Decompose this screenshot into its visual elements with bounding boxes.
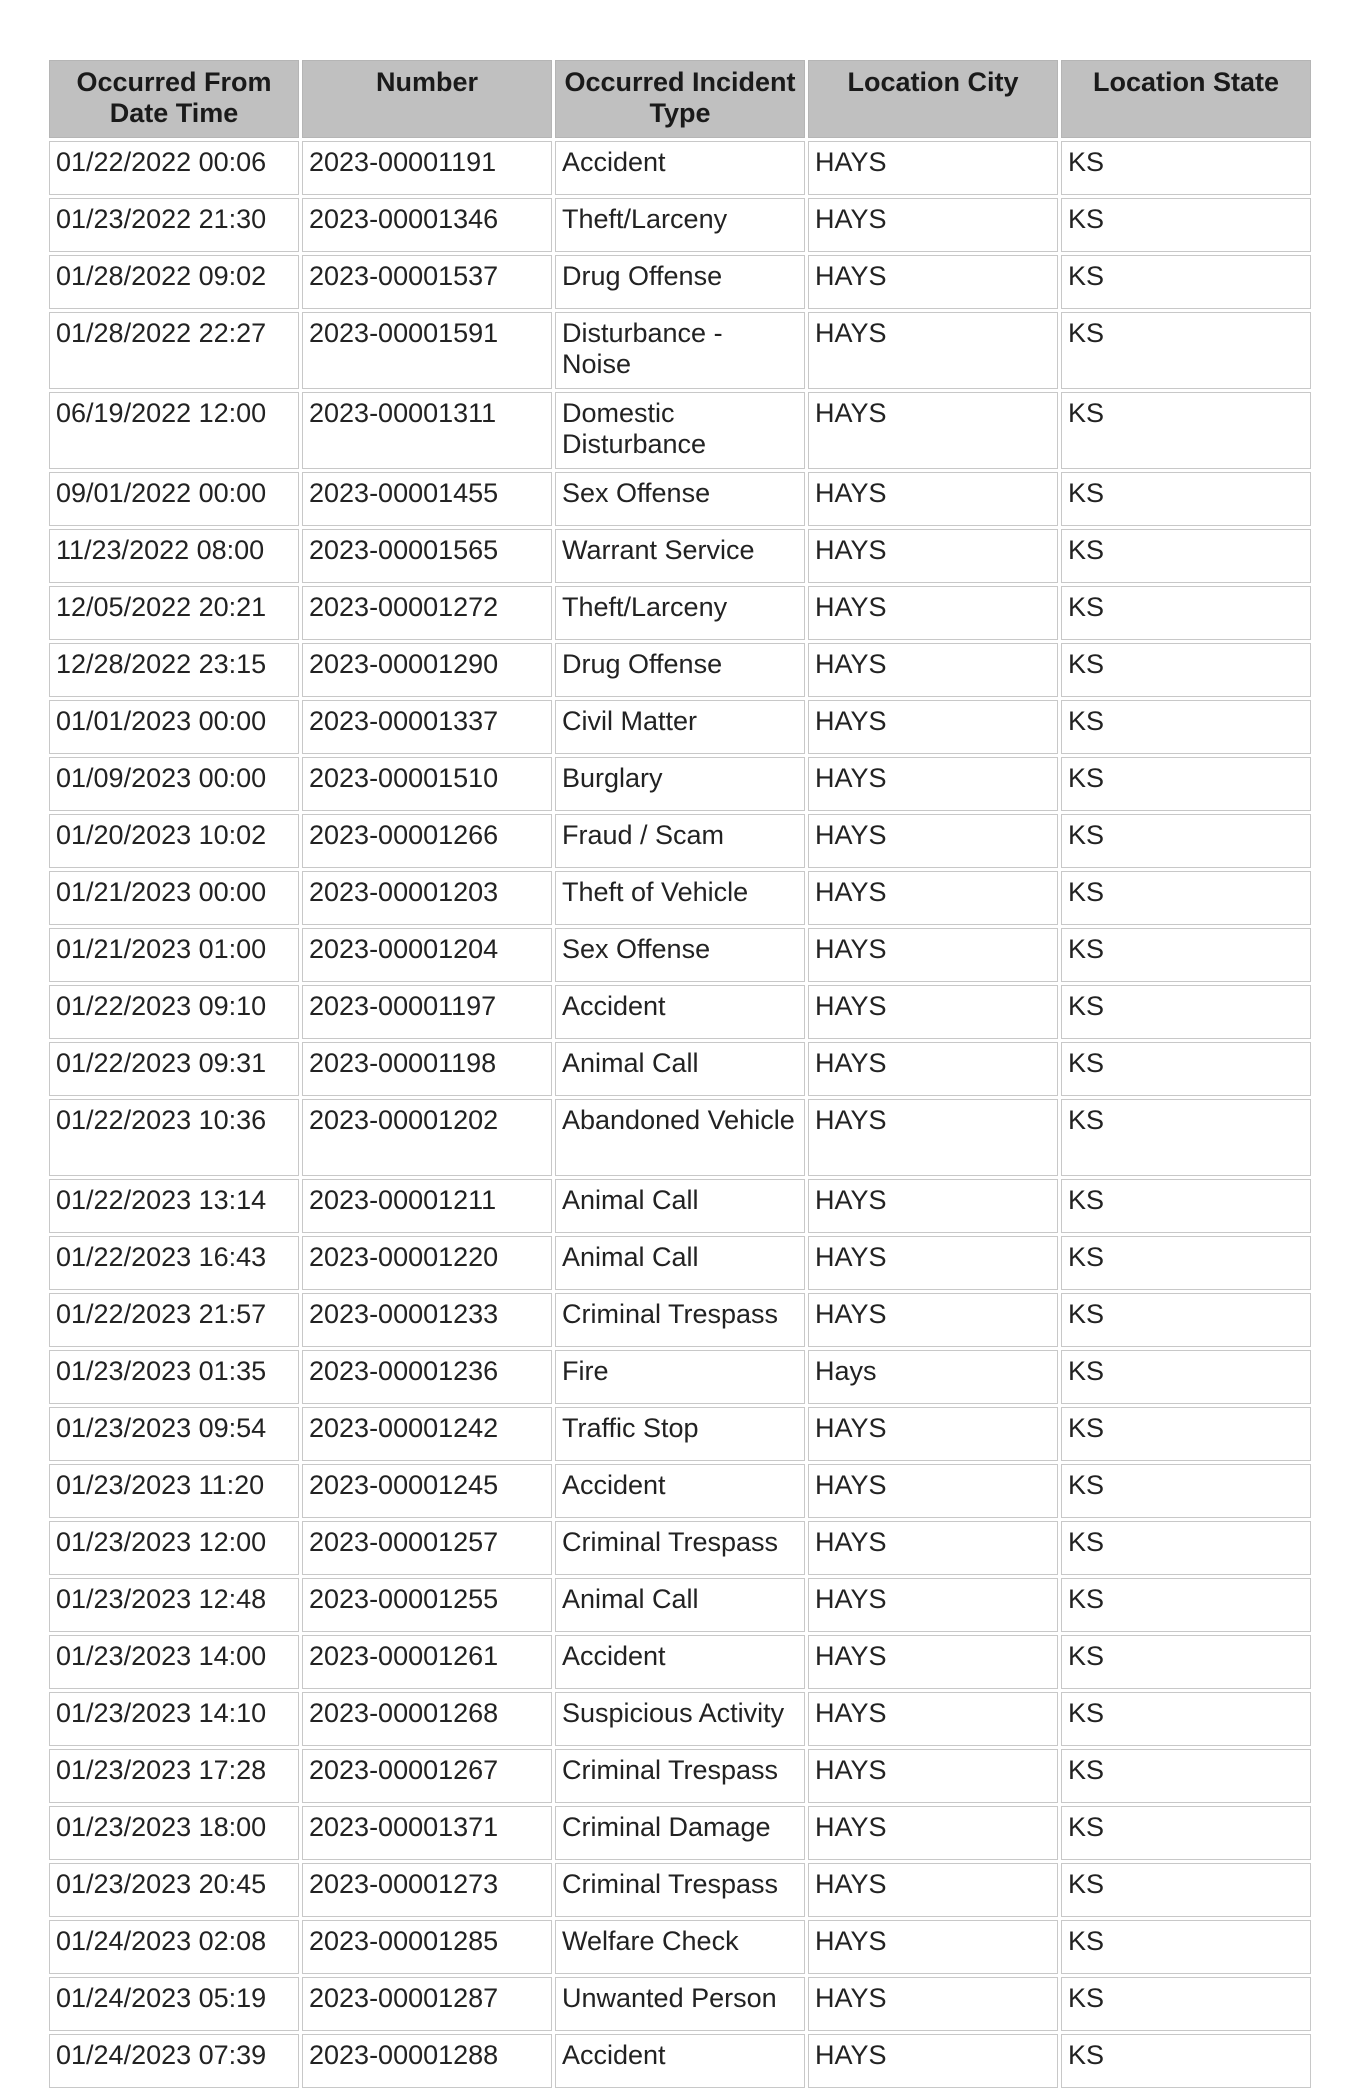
header-location-state: Location State — [1061, 60, 1311, 138]
cell-incident-type: Criminal Trespass — [555, 1293, 805, 1347]
cell-location-city: HAYS — [808, 1806, 1058, 1860]
cell-date-time: 01/23/2023 18:00 — [49, 1806, 299, 1860]
table-row — [49, 1407, 1311, 1461]
cell-location-city: HAYS — [808, 255, 1058, 309]
cell-incident-type: Suspicious Activity — [555, 1692, 805, 1746]
cell-incident-type: Burglary — [555, 757, 805, 811]
table-row — [49, 255, 1311, 309]
cell-date-time: 01/24/2023 02:08 — [49, 1920, 299, 1974]
cell-number: 2023-00001204 — [302, 928, 552, 982]
cell-location-state: KS — [1061, 928, 1311, 982]
cell-number: 2023-00001455 — [302, 472, 552, 526]
cell-number: 2023-00001267 — [302, 1749, 552, 1803]
cell-date-time: 01/23/2022 21:30 — [49, 198, 299, 252]
cell-location-state: KS — [1061, 1578, 1311, 1632]
cell-number: 2023-00001211 — [302, 1179, 552, 1233]
cell-incident-type: Sex Offense — [555, 472, 805, 526]
cell-location-city: Hays — [808, 1350, 1058, 1404]
cell-date-time: 12/05/2022 20:21 — [49, 586, 299, 640]
cell-incident-type: Animal Call — [555, 1179, 805, 1233]
cell-location-city: HAYS — [808, 1099, 1058, 1176]
cell-location-state: KS — [1061, 1464, 1311, 1518]
cell-incident-type: Abandoned Vehicle — [555, 1099, 805, 1176]
cell-incident-type: Accident — [555, 141, 805, 195]
cell-location-city: HAYS — [808, 928, 1058, 982]
incident-report-table — [46, 57, 1314, 2091]
header-number: Number — [302, 60, 552, 138]
table-row — [49, 985, 1311, 1039]
table-row — [49, 871, 1311, 925]
cell-location-state: KS — [1061, 586, 1311, 640]
cell-incident-type: Welfare Check — [555, 1920, 805, 1974]
cell-location-city: HAYS — [808, 472, 1058, 526]
table-header — [49, 60, 1311, 138]
cell-incident-type: Theft/Larceny — [555, 198, 805, 252]
cell-number: 2023-00001257 — [302, 1521, 552, 1575]
cell-incident-type: Drug Offense — [555, 643, 805, 697]
cell-location-city: HAYS — [808, 586, 1058, 640]
cell-number: 2023-00001268 — [302, 1692, 552, 1746]
cell-incident-type: Criminal Trespass — [555, 1863, 805, 1917]
cell-location-city: HAYS — [808, 1179, 1058, 1233]
cell-incident-type: Unwanted Person — [555, 1977, 805, 2031]
cell-location-state: KS — [1061, 472, 1311, 526]
cell-location-city: HAYS — [808, 1635, 1058, 1689]
table-row — [49, 312, 1311, 389]
table-row — [49, 1977, 1311, 2031]
cell-location-city: HAYS — [808, 198, 1058, 252]
cell-incident-type: Accident — [555, 2034, 805, 2088]
cell-incident-type: Traffic Stop — [555, 1407, 805, 1461]
cell-location-city: HAYS — [808, 757, 1058, 811]
cell-location-state: KS — [1061, 1099, 1311, 1176]
cell-location-city: HAYS — [808, 2034, 1058, 2088]
cell-location-city: HAYS — [808, 814, 1058, 868]
cell-date-time: 01/23/2023 14:10 — [49, 1692, 299, 1746]
cell-location-state: KS — [1061, 312, 1311, 389]
cell-location-state: KS — [1061, 1350, 1311, 1404]
cell-incident-type: Criminal Trespass — [555, 1521, 805, 1575]
cell-incident-type: Animal Call — [555, 1236, 805, 1290]
cell-location-city: HAYS — [808, 1749, 1058, 1803]
cell-date-time: 01/23/2023 14:00 — [49, 1635, 299, 1689]
cell-incident-type: Animal Call — [555, 1042, 805, 1096]
cell-number: 2023-00001220 — [302, 1236, 552, 1290]
cell-location-city: HAYS — [808, 1692, 1058, 1746]
cell-location-state: KS — [1061, 985, 1311, 1039]
cell-date-time: 01/22/2023 09:31 — [49, 1042, 299, 1096]
table-row — [49, 1692, 1311, 1746]
table-row — [49, 1749, 1311, 1803]
table-row — [49, 1920, 1311, 1974]
cell-location-city: HAYS — [808, 871, 1058, 925]
cell-incident-type: Animal Call — [555, 1578, 805, 1632]
cell-number: 2023-00001591 — [302, 312, 552, 389]
cell-number: 2023-00001191 — [302, 141, 552, 195]
cell-date-time: 01/21/2023 01:00 — [49, 928, 299, 982]
cell-incident-type: Fraud / Scam — [555, 814, 805, 868]
cell-location-state: KS — [1061, 198, 1311, 252]
table-row — [49, 757, 1311, 811]
cell-location-city: HAYS — [808, 643, 1058, 697]
cell-location-city: HAYS — [808, 529, 1058, 583]
cell-number: 2023-00001266 — [302, 814, 552, 868]
table-row — [49, 643, 1311, 697]
cell-location-city: HAYS — [808, 1521, 1058, 1575]
cell-incident-type: Sex Offense — [555, 928, 805, 982]
cell-date-time: 01/23/2023 11:20 — [49, 1464, 299, 1518]
cell-location-state: KS — [1061, 1179, 1311, 1233]
cell-incident-type: Theft of Vehicle — [555, 871, 805, 925]
cell-location-city: HAYS — [808, 700, 1058, 754]
cell-location-state: KS — [1061, 1920, 1311, 1974]
table-row — [49, 1236, 1311, 1290]
cell-location-city: HAYS — [808, 312, 1058, 389]
cell-number: 2023-00001236 — [302, 1350, 552, 1404]
cell-location-state: KS — [1061, 2034, 1311, 2088]
cell-date-time: 01/22/2023 09:10 — [49, 985, 299, 1039]
table-row — [49, 1578, 1311, 1632]
cell-number: 2023-00001290 — [302, 643, 552, 697]
cell-incident-type: Fire — [555, 1350, 805, 1404]
cell-incident-type: Disturbance - Noise — [555, 312, 805, 389]
cell-location-state: KS — [1061, 1749, 1311, 1803]
cell-incident-type: Civil Matter — [555, 700, 805, 754]
cell-incident-type: Drug Offense — [555, 255, 805, 309]
cell-date-time: 01/09/2023 00:00 — [49, 757, 299, 811]
cell-number: 2023-00001288 — [302, 2034, 552, 2088]
cell-location-city: HAYS — [808, 1293, 1058, 1347]
table-row — [49, 472, 1311, 526]
cell-number: 2023-00001337 — [302, 700, 552, 754]
cell-incident-type: Criminal Damage — [555, 1806, 805, 1860]
table-row — [49, 1635, 1311, 1689]
cell-incident-type: Accident — [555, 1464, 805, 1518]
cell-date-time: 06/19/2022 12:00 — [49, 392, 299, 469]
cell-number: 2023-00001273 — [302, 1863, 552, 1917]
cell-location-city: HAYS — [808, 392, 1058, 469]
table-row — [49, 1464, 1311, 1518]
cell-location-state: KS — [1061, 1293, 1311, 1347]
cell-number: 2023-00001203 — [302, 871, 552, 925]
table-body — [49, 141, 1311, 2088]
table-row — [49, 141, 1311, 195]
table-row — [49, 814, 1311, 868]
cell-incident-type: Accident — [555, 985, 805, 1039]
cell-date-time: 01/23/2023 09:54 — [49, 1407, 299, 1461]
cell-number: 2023-00001285 — [302, 1920, 552, 1974]
table-row — [49, 928, 1311, 982]
cell-number: 2023-00001202 — [302, 1099, 552, 1176]
cell-location-city: HAYS — [808, 1042, 1058, 1096]
cell-location-state: KS — [1061, 1042, 1311, 1096]
cell-date-time: 01/01/2023 00:00 — [49, 700, 299, 754]
cell-number: 2023-00001197 — [302, 985, 552, 1039]
table-row — [49, 1293, 1311, 1347]
cell-location-state: KS — [1061, 643, 1311, 697]
cell-incident-type: Warrant Service — [555, 529, 805, 583]
cell-date-time: 01/23/2023 12:00 — [49, 1521, 299, 1575]
cell-location-state: KS — [1061, 1407, 1311, 1461]
cell-number: 2023-00001198 — [302, 1042, 552, 1096]
table-row — [49, 1179, 1311, 1233]
cell-date-time: 01/23/2023 17:28 — [49, 1749, 299, 1803]
cell-location-state: KS — [1061, 1977, 1311, 2031]
cell-number: 2023-00001565 — [302, 529, 552, 583]
cell-date-time: 01/21/2023 00:00 — [49, 871, 299, 925]
cell-incident-type: Theft/Larceny — [555, 586, 805, 640]
cell-date-time: 01/22/2023 10:36 — [49, 1099, 299, 1176]
cell-date-time: 01/23/2023 12:48 — [49, 1578, 299, 1632]
table-row — [49, 1806, 1311, 1860]
cell-location-state: KS — [1061, 1521, 1311, 1575]
cell-date-time: 01/24/2023 05:19 — [49, 1977, 299, 2031]
cell-number: 2023-00001346 — [302, 198, 552, 252]
cell-location-city: HAYS — [808, 1977, 1058, 2031]
cell-location-city: HAYS — [808, 1236, 1058, 1290]
cell-date-time: 01/24/2023 07:39 — [49, 2034, 299, 2088]
table-row — [49, 2034, 1311, 2088]
cell-location-state: KS — [1061, 255, 1311, 309]
cell-incident-type: Accident — [555, 1635, 805, 1689]
cell-date-time: 01/28/2022 22:27 — [49, 312, 299, 389]
cell-location-state: KS — [1061, 529, 1311, 583]
cell-location-state: KS — [1061, 392, 1311, 469]
cell-location-state: KS — [1061, 814, 1311, 868]
cell-date-time: 12/28/2022 23:15 — [49, 643, 299, 697]
cell-date-time: 09/01/2022 00:00 — [49, 472, 299, 526]
cell-date-time: 01/22/2022 00:06 — [49, 141, 299, 195]
cell-number: 2023-00001233 — [302, 1293, 552, 1347]
cell-location-city: HAYS — [808, 1863, 1058, 1917]
cell-incident-type: Criminal Trespass — [555, 1749, 805, 1803]
cell-number: 2023-00001510 — [302, 757, 552, 811]
cell-date-time: 11/23/2022 08:00 — [49, 529, 299, 583]
table-row — [49, 1099, 1311, 1176]
table-row — [49, 392, 1311, 469]
cell-date-time: 01/23/2023 01:35 — [49, 1350, 299, 1404]
cell-incident-type: Domestic Disturbance — [555, 392, 805, 469]
cell-location-state: KS — [1061, 1863, 1311, 1917]
cell-date-time: 01/20/2023 10:02 — [49, 814, 299, 868]
cell-location-state: KS — [1061, 1635, 1311, 1689]
cell-number: 2023-00001245 — [302, 1464, 552, 1518]
header-location-city: Location City — [808, 60, 1058, 138]
header-occurred-from-date-time: Occurred From Date Time — [49, 60, 299, 138]
cell-date-time: 01/22/2023 13:14 — [49, 1179, 299, 1233]
header-occurred-incident-type: Occurred Incident Type — [555, 60, 805, 138]
table-row — [49, 198, 1311, 252]
cell-date-time: 01/22/2023 21:57 — [49, 1293, 299, 1347]
cell-number: 2023-00001371 — [302, 1806, 552, 1860]
cell-location-state: KS — [1061, 1806, 1311, 1860]
cell-location-city: HAYS — [808, 985, 1058, 1039]
page-header-fragment — [48, 0, 168, 4]
cell-location-city: HAYS — [808, 1407, 1058, 1461]
cell-location-city: HAYS — [808, 1578, 1058, 1632]
cell-location-city: HAYS — [808, 141, 1058, 195]
cell-location-state: KS — [1061, 141, 1311, 195]
cell-number: 2023-00001242 — [302, 1407, 552, 1461]
cell-number: 2023-00001287 — [302, 1977, 552, 2031]
cell-number: 2023-00001311 — [302, 392, 552, 469]
cell-location-state: KS — [1061, 871, 1311, 925]
table-row — [49, 1042, 1311, 1096]
cell-location-state: KS — [1061, 757, 1311, 811]
cell-number: 2023-00001537 — [302, 255, 552, 309]
table-row — [49, 586, 1311, 640]
cell-location-city: HAYS — [808, 1920, 1058, 1974]
cell-number: 2023-00001272 — [302, 586, 552, 640]
cell-location-city: HAYS — [808, 1464, 1058, 1518]
cell-number: 2023-00001261 — [302, 1635, 552, 1689]
cell-location-state: KS — [1061, 1692, 1311, 1746]
cell-date-time: 01/22/2023 16:43 — [49, 1236, 299, 1290]
cell-date-time: 01/28/2022 09:02 — [49, 255, 299, 309]
table-row — [49, 700, 1311, 754]
cell-number: 2023-00001255 — [302, 1578, 552, 1632]
cell-location-state: KS — [1061, 1236, 1311, 1290]
table-row — [49, 1863, 1311, 1917]
table-row — [49, 1521, 1311, 1575]
cell-location-state: KS — [1061, 700, 1311, 754]
table-row — [49, 529, 1311, 583]
table-row — [49, 1350, 1311, 1404]
header-row — [49, 60, 1311, 138]
cell-date-time: 01/23/2023 20:45 — [49, 1863, 299, 1917]
